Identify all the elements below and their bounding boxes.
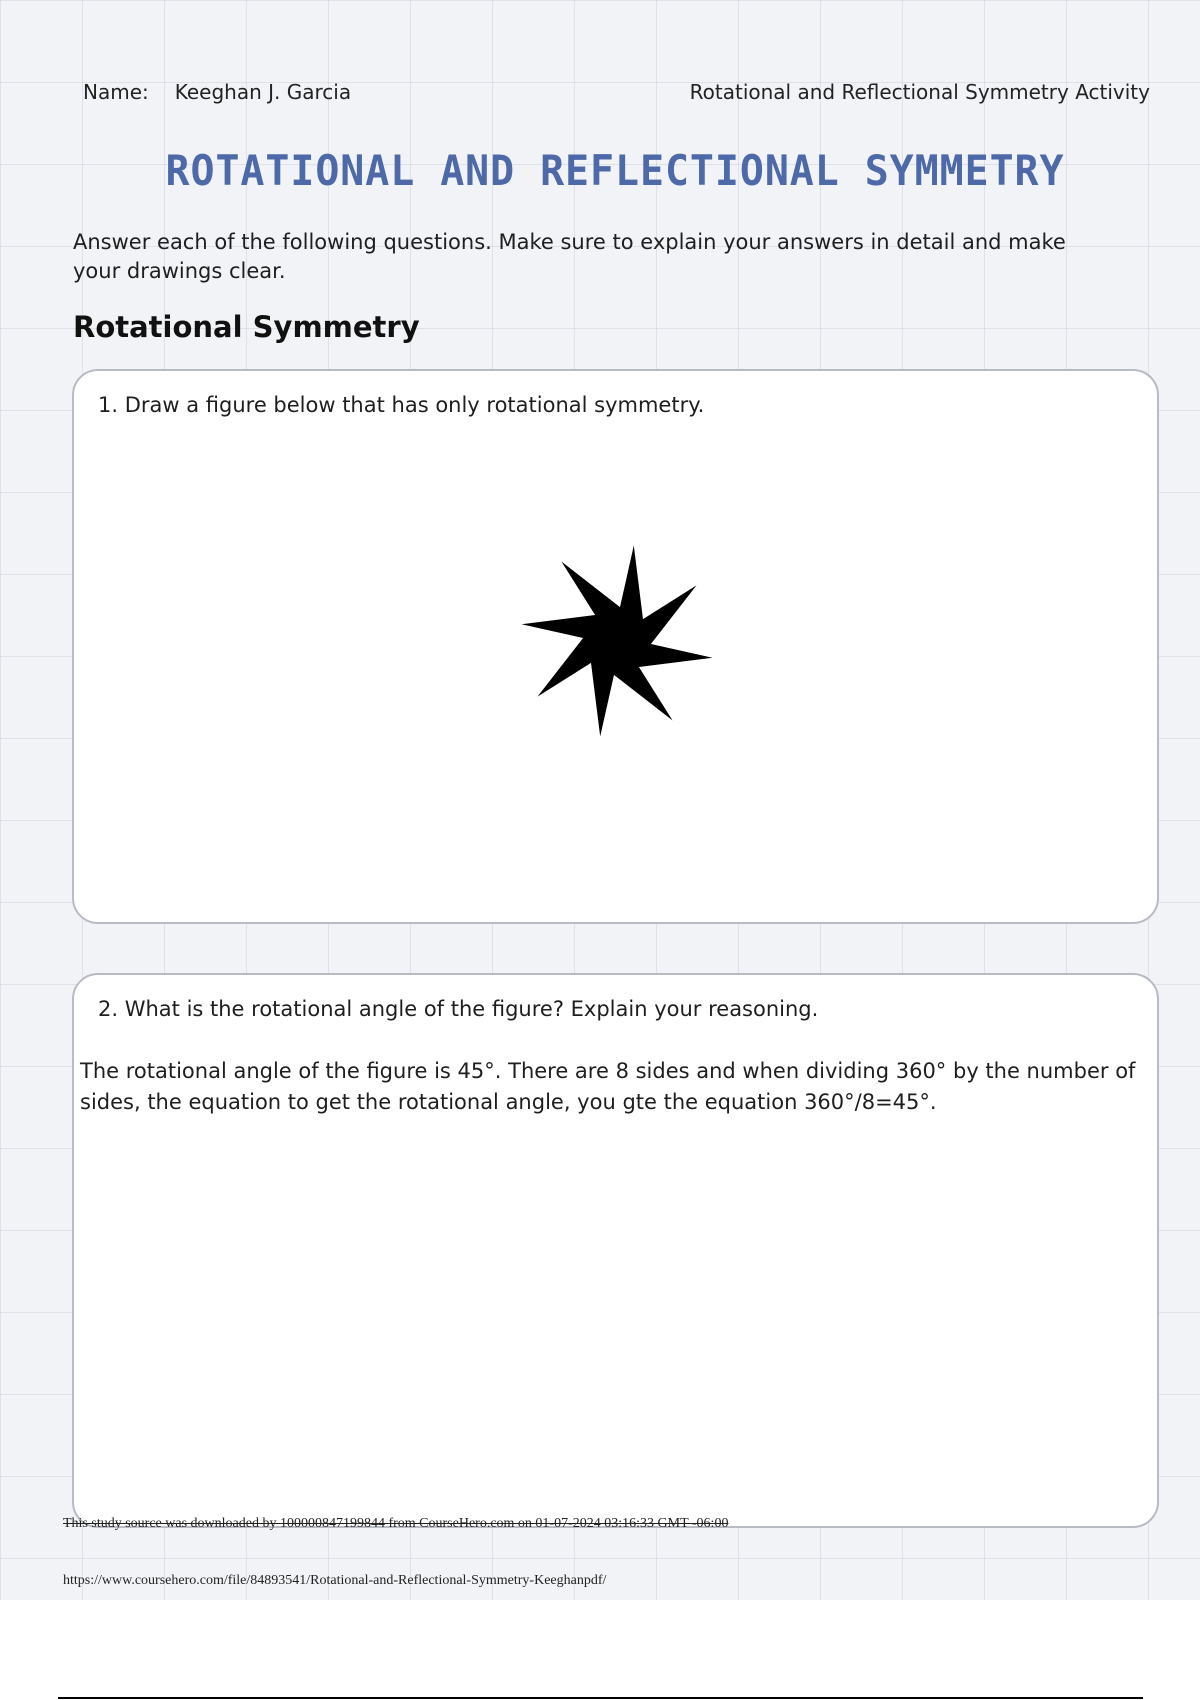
question-2-box [72,973,1159,1528]
activity-title: Rotational and Reflectional Symmetry Activity [689,80,1150,104]
source-url[interactable]: https://www.coursehero.com/file/84893541/Rotational-and-Reflectional-Symmetry-Keeghanpdf/ [63,1573,607,1588]
instructions: Answer each of the following questions. Make sure to explain your answers in detail and make your drawings clear. [73,230,1066,283]
download-notice: This study source was downloaded by 100000847199844 from CourseHero.com on 01-07-2024 03:16:33 GMT -06:00 [63,1516,729,1531]
question-2-text: 2. What is the rotational angle of the figure? Explain your reasoning. [98,997,819,1021]
page-title: ROTATIONAL AND REFLECTIONAL SYMMETRY [165,146,1065,195]
section-heading: Rotational Symmetry [73,310,420,344]
student-name [83,80,351,104]
star-shape [522,546,713,737]
name-label: Name: [83,80,149,104]
name-value: Keeghan J. Garcia [174,80,352,104]
question-1-box [72,369,1159,924]
bottom-divider [58,1697,1143,1699]
pinwheel-star-icon [517,541,717,741]
question-2-answer: The rotational angle of the figure is 45°. There are 8 sides and when dividing 360° by the number of sides, the equation to get the rotational angle, you gte the equation 360°/8=45°. [80,1059,1136,1114]
question-1-text: 1. Draw a figure below that has only rotational symmetry. [98,393,705,417]
